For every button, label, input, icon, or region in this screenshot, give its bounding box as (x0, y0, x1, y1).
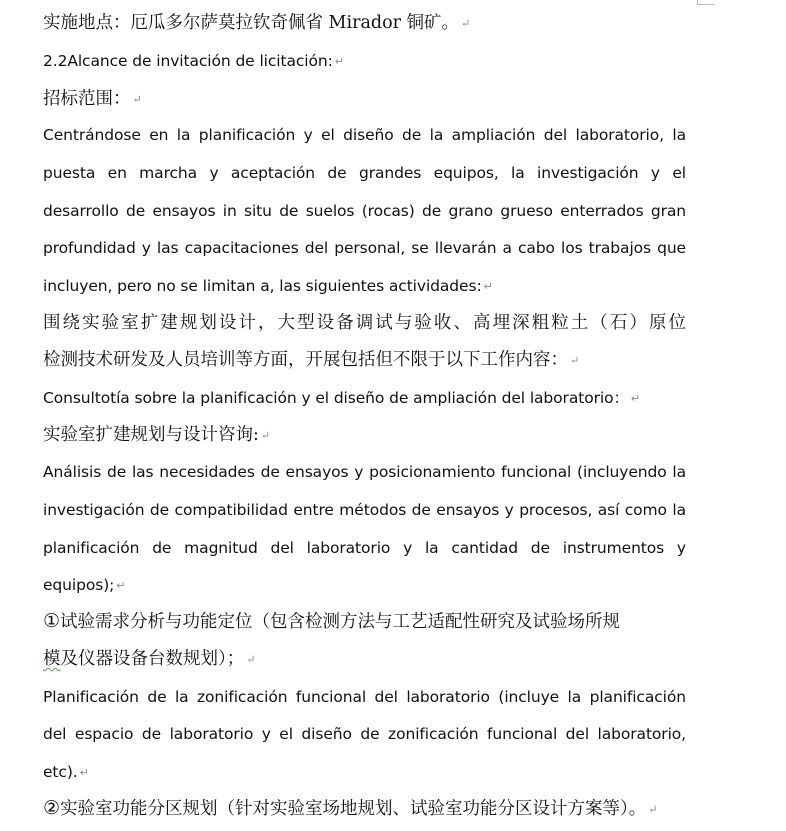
paragraph-line: investigación de compatibilidad entre métodos de ensayos y procesos, así como la (43, 501, 686, 519)
subheading-es-text: Consultotía sobre la planificación y el diseño de ampliación del laboratorio： (43, 389, 629, 407)
paragraph-line: del espacio de laboratorio y el diseño de zonificación funcional del laboratorio, (43, 725, 686, 743)
paragraph-mark-icon: ↵ (483, 280, 493, 293)
list-item-1-text-2: 及仪器设备台数规划）； (60, 649, 245, 669)
paragraph-line: planificación de magnitud del laboratorio y la cantidad de instrumentos y (43, 539, 686, 557)
paragraph-line-text: etc). (43, 763, 78, 781)
paragraph-mark-icon: ↵ (630, 392, 640, 405)
list-item-2-text: 实验室功能分区规划（针对实验室场地规划、试验室功能分区设计方案等）。 (60, 799, 647, 819)
spellcheck-flagged-word: 模 (43, 649, 61, 669)
list-item-1-line-2 (43, 646, 686, 672)
paragraph-mark-icon: ↵ (116, 579, 126, 592)
paragraph-line: Análisis de las necesidades de ensayos y posicionamiento funcional (incluyendo la (43, 463, 686, 481)
paragraph-line: puesta en marcha y aceptación de grandes equipos, la investigación y el (43, 164, 686, 182)
paragraph-mark-icon: ↵ (79, 766, 89, 779)
paragraph-line-zh: 围绕实验室扩建规划设计，大型设备调试与验收、高埋深粗粒土（石）原位 (43, 313, 686, 333)
paragraph-line: Planificación de la zonificación funcional del laboratorio (incluye la planificación (43, 688, 686, 706)
list-number-2: ② (43, 797, 61, 819)
paragraph-mark-icon: ↵ (334, 55, 344, 68)
paragraph-line (43, 759, 686, 785)
list-item-1-line (43, 608, 686, 634)
paragraph-line-zh (43, 347, 686, 373)
location-text: 实施地点：厄瓜多尔萨莫拉钦奇佩省 Mirador 铜矿。 (43, 13, 460, 33)
paragraph-mark-icon: ↵ (570, 354, 580, 367)
subheading-zh-text: 实验室扩建规划与设计咨询: (43, 425, 259, 445)
location-line (43, 10, 686, 36)
paragraph-line-text: equipos); (43, 576, 115, 594)
paragraph-line (43, 572, 686, 598)
paragraph-mark-icon: ↵ (648, 803, 658, 816)
page-corner-marker (697, 0, 714, 5)
subheading-es (43, 385, 686, 411)
paragraph-line-text: incluyen, pero no se limitan a, las siguientes actividades: (43, 277, 482, 295)
section-heading-zh (43, 86, 686, 112)
section-heading-es (43, 48, 686, 74)
list-number-1: ① (43, 610, 61, 632)
paragraph-line: profundidad y las capacitaciones del personal, se llevarán a cabo los trabajos que (43, 239, 686, 257)
paragraph-line-zh-text: 检测技术研发及人员培训等方面，开展包括但不限于以下工作内容： (43, 350, 568, 370)
paragraph-mark-icon: ↵ (260, 429, 271, 442)
paragraph-line: Centrándose en la planificación y el diseño de la ampliación del laboratorio, la (43, 126, 686, 144)
list-item-2-line (43, 795, 686, 821)
subheading-zh (43, 422, 686, 448)
paragraph-mark-icon: ↵ (132, 93, 142, 106)
section-heading-text: 2.2Alcance de invitación de licitación: (43, 52, 333, 70)
paragraph-line (43, 273, 686, 299)
paragraph-mark-icon: ↵ (246, 653, 256, 666)
list-item-1-text: 试验需求分析与功能定位（包含检测方法与工艺适配性研究及试验场所规 (60, 612, 621, 632)
section-heading-zh-text: 招标范围： (43, 89, 131, 109)
paragraph-mark-icon: ↵ (461, 17, 471, 30)
paragraph-line: desarrollo de ensayos in situ de suelos (rocas) de grano grueso enterrados gran (43, 202, 686, 220)
